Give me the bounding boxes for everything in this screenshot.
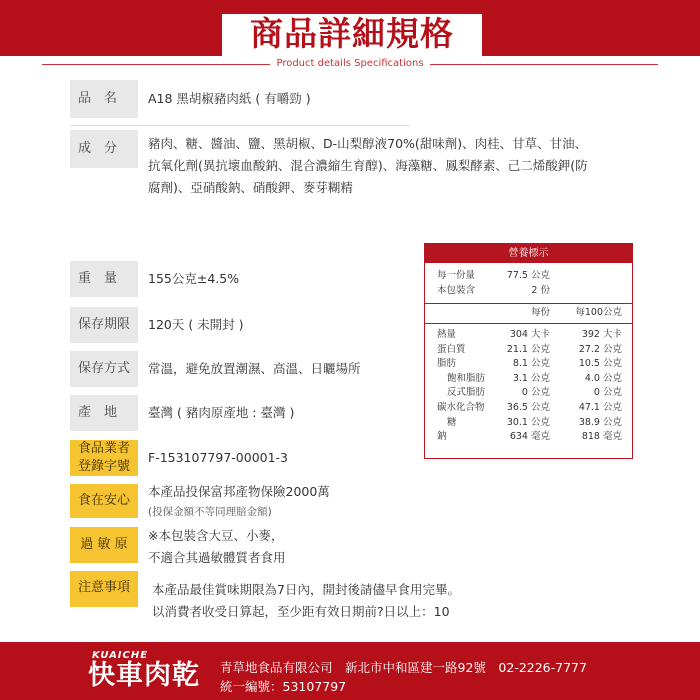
logo-cn: 快車肉乾 bbox=[88, 660, 200, 691]
nutrition-row bbox=[425, 328, 632, 341]
insurance-note: (投保金額不等同理賠金額) bbox=[148, 506, 272, 518]
column-header-row bbox=[425, 306, 632, 319]
nutrient-per-serving: 0 公克 bbox=[521, 387, 550, 399]
ingredients-line: 豬肉、糖、醬油、鹽、黑胡椒、D-山梨醇液70%(甜味劑)、肉桂、甘草、甘油、 bbox=[148, 136, 588, 151]
nutrition-row bbox=[425, 372, 632, 385]
nutrient-per-100g: 38.9 公克 bbox=[578, 416, 622, 428]
storage-value: 常溫，避免放置潮濕、高溫、日曬場所 bbox=[148, 361, 361, 376]
brand-logo bbox=[88, 648, 206, 694]
nutrient-name: 碳水化合物 bbox=[437, 402, 485, 413]
name-label bbox=[70, 80, 138, 118]
nutrition-row bbox=[425, 416, 632, 429]
nutrition-row bbox=[425, 401, 632, 414]
nutrient-per-100g: 4.0 公克 bbox=[584, 372, 622, 384]
registration-value: F-153107797-00001-3 bbox=[148, 450, 289, 465]
ingredients-line: 腐劑)、亞硝酸鈉、硝酸鉀、麥芽糊精 bbox=[148, 180, 353, 195]
name-label-text: 品 名 bbox=[78, 91, 118, 106]
tax-id: 統一編號：53107797 bbox=[220, 679, 347, 694]
allergen-line: 不適合其過敏體質者食用 bbox=[148, 550, 286, 565]
nutrition-row bbox=[425, 430, 632, 443]
table-rule bbox=[425, 323, 632, 324]
storage-label: 保存方式 bbox=[70, 351, 138, 387]
nutrient-per-serving: 634 毫克 bbox=[509, 431, 550, 443]
nutrient-name: 脂肪 bbox=[437, 358, 457, 370]
registration-label-line: 登錄字號 bbox=[77, 459, 130, 474]
per-pack-value: 2 份 bbox=[531, 285, 550, 296]
origin-value: 臺灣 ( 豬肉原產地 : 臺灣 ) bbox=[148, 405, 295, 420]
allergen-label: 過 敏 原 bbox=[70, 527, 138, 563]
nutrition-row bbox=[425, 343, 632, 356]
weight-value: 155公克±4.5% bbox=[148, 271, 240, 286]
nutrition-row bbox=[425, 357, 632, 370]
nutrient-per-serving: 36.5 公克 bbox=[506, 402, 550, 413]
notice-value bbox=[152, 579, 460, 623]
ingredients-line: 抗氧化劑(異抗壞血酸鈉、混合濃縮生育醇)、海藻糖、鳳梨酵素、己二烯酸鉀(防 bbox=[148, 158, 588, 173]
nutrient-per-100g: 27.2 公克 bbox=[578, 343, 622, 355]
page-title: 商品詳細規格 bbox=[250, 14, 454, 53]
shelf-life-value: 120天 ( 未開封 ) bbox=[148, 317, 244, 332]
nutrition-row bbox=[425, 386, 632, 399]
nutrient-name: 鈉 bbox=[437, 431, 447, 443]
nutrition-title: 營養標示 bbox=[425, 244, 632, 263]
shelf-life-label: 保存期限 bbox=[70, 307, 138, 343]
nutrient-per-serving: 304 大卡 bbox=[509, 329, 550, 340]
nutrient-per-100g: 392 大卡 bbox=[581, 329, 622, 340]
col-per-serving: 每份 bbox=[530, 307, 550, 318]
nutrient-per-serving: 30.1 公克 bbox=[506, 416, 550, 428]
ingredients-value bbox=[148, 133, 643, 199]
nutrient-name: 飽和脂肪 bbox=[447, 372, 486, 384]
nutrient-name: 蛋白質 bbox=[437, 343, 466, 355]
name-value: A18 黑胡椒豬肉紙 ( 有嚼勁 ) bbox=[148, 91, 311, 106]
subtitle-row bbox=[42, 57, 658, 71]
origin-label-text: 產 地 bbox=[78, 405, 118, 420]
nutrient-per-100g: 10.5 公克 bbox=[578, 358, 622, 370]
allergen-value bbox=[148, 525, 286, 569]
serving-row bbox=[425, 269, 632, 282]
nutrient-name: 反式脂肪 bbox=[447, 387, 486, 399]
nutrition-table bbox=[424, 243, 633, 459]
company-info: 青草地食品有限公司 新北市中和區建一路92號 02-2226-7777 bbox=[220, 660, 587, 675]
allergen-line: ※本包裝含大豆、小麥， bbox=[148, 528, 284, 543]
per-pack-label: 本包裝含 bbox=[437, 285, 476, 296]
notice-line: 本產品最佳賞味期限為7日內，開封後請儘早食用完畢。 bbox=[152, 582, 460, 597]
origin-label bbox=[70, 395, 138, 431]
weight-label bbox=[70, 261, 138, 297]
nutrient-per-serving: 21.1 公克 bbox=[506, 343, 550, 355]
insurance-value: 本產品投保富邦產物保險2000萬 bbox=[148, 484, 330, 499]
weight-label-text: 重 量 bbox=[78, 271, 118, 286]
ingredients-label-text: 成 分 bbox=[78, 141, 118, 156]
per-pack-row bbox=[425, 284, 632, 297]
nutrient-name: 糖 bbox=[447, 416, 457, 428]
page-subtitle: Product details Specifications bbox=[270, 58, 429, 69]
nutrient-per-serving: 3.1 公克 bbox=[512, 372, 550, 384]
serving-label: 每一份量 bbox=[437, 270, 476, 281]
serving-value: 77.5 公克 bbox=[506, 270, 550, 281]
registration-label-line: 食品業者 bbox=[77, 441, 130, 456]
footer-bar bbox=[0, 642, 700, 700]
nutrient-per-serving: 8.1 公克 bbox=[512, 358, 550, 370]
ingredients-label bbox=[70, 130, 138, 168]
nutrient-per-100g: 0 公克 bbox=[593, 387, 622, 399]
notice-label: 注意事項 bbox=[70, 571, 138, 607]
col-per-100g: 每100公克 bbox=[575, 307, 622, 318]
insurance-label: 食在安心 bbox=[70, 484, 138, 518]
nutrient-per-100g: 47.1 公克 bbox=[578, 402, 622, 413]
nutrient-per-100g: 818 毫克 bbox=[581, 431, 622, 443]
divider bbox=[70, 125, 410, 126]
notice-line: 以消費者收受日算起，至少距有效日期前?日以上：10 bbox=[152, 604, 450, 619]
table-rule bbox=[425, 303, 632, 304]
nutrient-name: 熱量 bbox=[437, 329, 457, 340]
registration-label bbox=[70, 440, 138, 476]
logo-en: KUAICHE bbox=[92, 650, 149, 661]
